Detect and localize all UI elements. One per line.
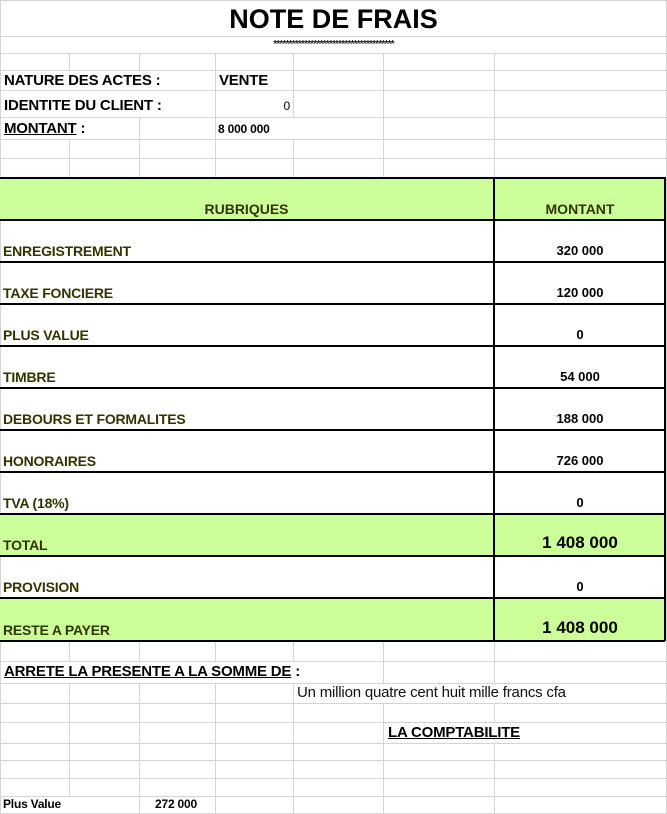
gridline <box>0 70 667 71</box>
table-top-border <box>0 177 665 179</box>
provision-amount[interactable]: 0 <box>576 579 584 594</box>
page-title: NOTE DE FRAIS <box>229 4 438 34</box>
balance-amount[interactable]: 1 408 000 <box>542 618 618 637</box>
gridline <box>139 117 140 178</box>
arrete-colon: : <box>291 663 300 680</box>
gridline <box>0 703 667 704</box>
table-row <box>0 347 665 389</box>
row-amount[interactable]: 0 <box>576 327 584 342</box>
gridline <box>0 661 667 662</box>
table-row <box>0 473 665 515</box>
gridline <box>494 53 495 178</box>
row-amount[interactable]: 54 000 <box>560 369 600 384</box>
client-label: IDENTITE DU CLIENT : <box>4 97 162 114</box>
gridline <box>293 683 294 814</box>
title-separator: *************************************** <box>273 39 394 50</box>
table-row <box>0 263 665 305</box>
gridline <box>69 683 70 796</box>
balance-label: RESTE A PAYER <box>3 622 110 638</box>
gridline <box>383 53 384 178</box>
gridline <box>293 139 294 178</box>
row-amount[interactable]: 120 000 <box>556 285 604 300</box>
row-label: PLUS VALUE <box>3 327 89 343</box>
total-row <box>0 515 665 557</box>
table-row <box>0 389 665 431</box>
gridline <box>0 158 667 159</box>
provision-label: PROVISION <box>3 579 79 595</box>
gridline <box>494 703 495 722</box>
table-header-row <box>0 179 665 221</box>
montant-value[interactable]: 8 000 000 <box>218 122 270 136</box>
gridline <box>0 90 667 91</box>
gridline <box>0 722 667 723</box>
total-amount[interactable]: 1 408 000 <box>542 533 618 552</box>
row-label: HONORAIRES <box>3 453 96 469</box>
total-label: TOTAL <box>3 537 48 553</box>
gridline <box>0 760 667 761</box>
table-row <box>0 431 665 473</box>
gridline <box>383 703 384 814</box>
arrete-label <box>4 663 300 680</box>
gridline <box>0 139 667 140</box>
gridline <box>215 53 216 178</box>
gridline <box>0 117 667 118</box>
gridline <box>383 641 384 683</box>
signature-label: LA COMPTABILITE <box>388 724 520 741</box>
gridline <box>215 641 216 661</box>
gridline <box>139 641 140 661</box>
row-label: DEBOURS ET FORMALITES <box>3 411 186 427</box>
table-column-divider <box>493 178 495 641</box>
header-montant: MONTANT <box>545 201 615 217</box>
row-label: TVA (18%) <box>3 495 69 511</box>
amount-in-words[interactable]: Un million quatre cent huit mille francs cfa <box>297 684 566 701</box>
row-amount[interactable]: 0 <box>576 495 584 510</box>
row-amount[interactable]: 188 000 <box>556 411 604 426</box>
gridline <box>0 778 667 779</box>
table-row <box>0 305 665 347</box>
note-value[interactable]: 272 000 <box>155 797 197 811</box>
gridline <box>293 53 294 117</box>
header-rubriques: RUBRIQUES <box>204 201 289 217</box>
gridline <box>0 0 667 1</box>
gridline <box>494 641 495 683</box>
row-label: TAXE FONCIERE <box>3 285 113 301</box>
montant-label-text: MONTANT <box>4 120 77 137</box>
client-value[interactable]: 0 <box>283 99 290 113</box>
nature-value[interactable]: VENTE <box>219 72 269 89</box>
gridline <box>215 683 216 814</box>
gridline <box>494 743 495 814</box>
row-amount[interactable]: 726 000 <box>556 453 604 468</box>
gridline <box>139 53 140 70</box>
gridline <box>139 683 140 814</box>
gridline <box>69 139 70 178</box>
montant-label <box>4 120 85 137</box>
montant-colon: : <box>76 120 86 137</box>
balance-row <box>0 599 665 642</box>
note-label: Plus Value <box>3 797 62 811</box>
table-row <box>0 221 665 263</box>
gridline <box>0 796 667 797</box>
nature-label: NATURE DES ACTES : <box>4 72 161 89</box>
arrete-label-text: ARRETE LA PRESENTE A LA SOMME DE <box>4 663 292 680</box>
row-amount[interactable]: 320 000 <box>556 243 604 258</box>
gridline <box>69 53 70 70</box>
gridline <box>69 641 70 661</box>
gridline <box>0 743 667 744</box>
row-label: ENREGISTREMENT <box>3 243 131 259</box>
table-right-border <box>664 177 666 641</box>
row-label: TIMBRE <box>3 369 56 385</box>
gridline <box>0 53 667 54</box>
gridline <box>293 641 294 661</box>
provision-row <box>0 557 665 599</box>
